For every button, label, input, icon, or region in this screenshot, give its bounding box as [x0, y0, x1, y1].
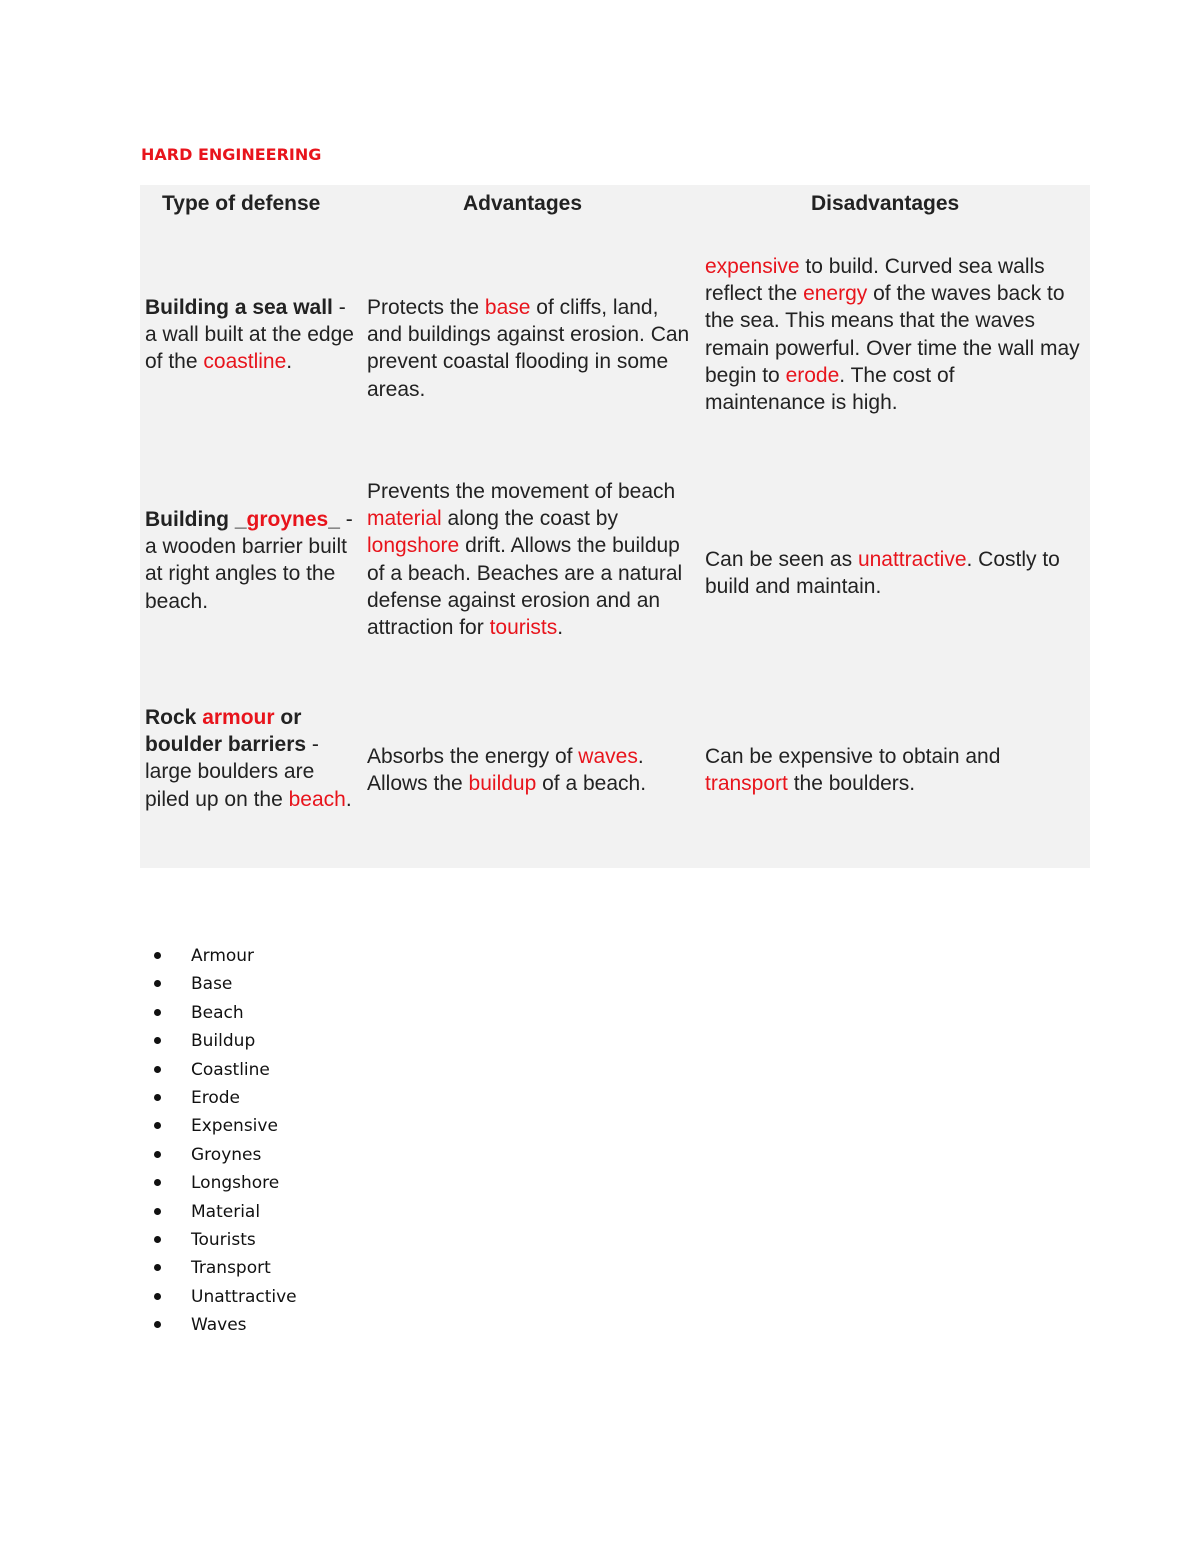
header-type: Type of defense	[162, 192, 321, 215]
list-item: Base	[154, 970, 297, 998]
row1-type: Building a sea wall - a wall built at the edge of the coastline.	[145, 296, 354, 374]
bullet-icon	[154, 1208, 161, 1215]
list-item: Buildup	[154, 1027, 297, 1055]
row2-advantages: Prevents the movement of beach material along the coast by longshore drift. Allows the buildup of a beach. Beaches are a natural defense against erosion and an attraction for tourists.	[367, 480, 683, 640]
row3-type: Rock armour or boulder barriers - large boulders are piled up on the beach.	[145, 706, 352, 811]
bullet-icon	[154, 1151, 161, 1158]
row3-advantages: Absorbs the energy of waves. Allows the buildup of a beach.	[367, 745, 647, 796]
row2-type: Building _groynes_ - a wooden barrier built at right angles to the beach.	[145, 508, 353, 613]
list-item: Armour	[154, 942, 297, 970]
list-item: Coastline	[154, 1056, 297, 1084]
bullet-icon	[154, 1009, 161, 1016]
header-advantages: Advantages	[463, 192, 583, 215]
row1-advantages: Protects the base of cliffs, land, and buildings against erosion. Can prevent coastal flooding in some areas.	[367, 296, 690, 401]
bullet-icon	[154, 980, 161, 987]
bullet-icon	[154, 952, 161, 959]
list-item: Material	[154, 1198, 297, 1226]
list-item: Tourists	[154, 1226, 297, 1254]
page-title: HARD ENGINEERING	[141, 145, 322, 164]
bullet-icon	[154, 1293, 161, 1300]
list-item: Transport	[154, 1254, 297, 1282]
bullet-icon	[154, 1066, 161, 1073]
bullet-icon	[154, 1122, 161, 1129]
list-item: Expensive	[154, 1112, 297, 1140]
list-item: Erode	[154, 1084, 297, 1112]
bullet-icon	[154, 1179, 161, 1186]
row3-disadvantages: Can be expensive to obtain and transport the boulders.	[705, 745, 1001, 796]
bullet-icon	[154, 1037, 161, 1044]
bullet-icon	[154, 1321, 161, 1328]
bullet-icon	[154, 1264, 161, 1271]
word-bank-list	[154, 942, 297, 1339]
list-item: Waves	[154, 1311, 297, 1339]
bullet-icon	[154, 1236, 161, 1243]
header-disadvantages: Disadvantages	[811, 192, 960, 215]
list-item: Longshore	[154, 1169, 297, 1197]
row1-disadvantages: expensive to build. Curved sea walls reflect the energy of the waves back to the sea. This means that the waves remain powerful. Over time the wall may begin to erode. The cost of maintenance is high.	[705, 255, 1080, 415]
list-item: Groynes	[154, 1141, 297, 1169]
list-item: Unattractive	[154, 1283, 297, 1311]
row2-disadvantages: Can be seen as unattractive. Costly to build and maintain.	[705, 548, 1060, 599]
bullet-icon	[154, 1094, 161, 1101]
list-item: Beach	[154, 999, 297, 1027]
